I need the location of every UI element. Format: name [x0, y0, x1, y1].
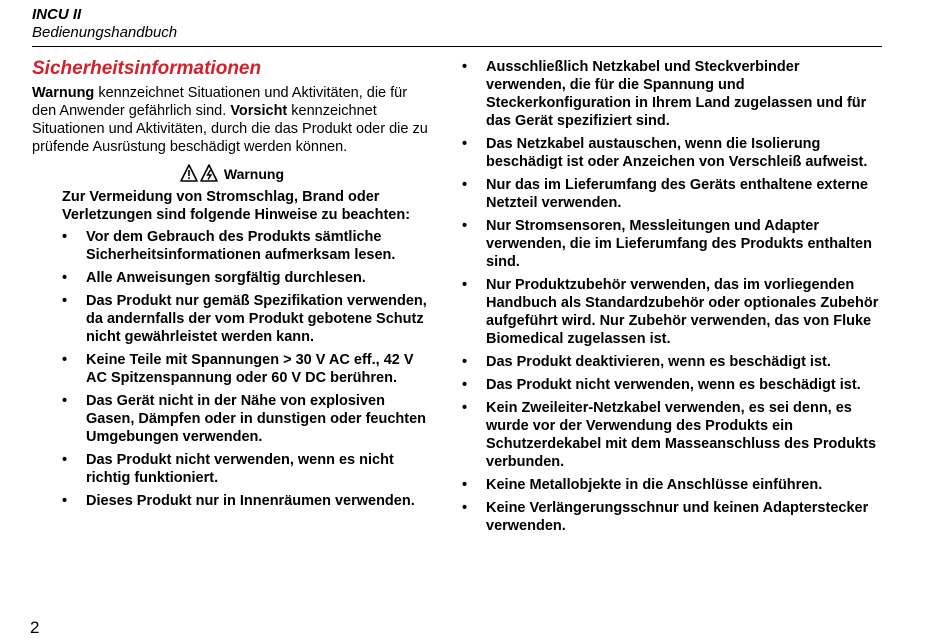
bullet-icon: • — [462, 277, 468, 293]
list-item — [62, 392, 432, 446]
list-item-text: Keine Teile mit Spannungen > 30 V AC eff., 42 V AC Spitzenspannung oder 60 V DC berühren. — [86, 352, 414, 386]
list-item-text: Das Produkt nicht verwenden, wenn es beschädigt ist. — [486, 377, 861, 393]
warning-list-right — [462, 58, 882, 535]
bullet-icon: • — [462, 177, 468, 193]
bullet-icon: • — [62, 293, 68, 309]
intro-text-1: kennzeichnet Situationen und Aktivitäten, die für den Anwender gefährlich sind. — [32, 85, 408, 119]
left-column — [32, 58, 432, 515]
list-item — [62, 351, 432, 387]
intro-warnung-term: Warnung — [32, 85, 95, 101]
list-item-text: Ausschließlich Netzkabel und Steckverbinder verwenden, die für die Spannung und Steckerkonfiguration in Ihrem Land zugelassen und für das Gerät spezifiziert sind. — [486, 59, 867, 129]
warning-label: Warnung — [223, 166, 285, 182]
list-item-text: Kein Zweileiter-Netzkabel verwenden, es sei denn, es wurde vor der Verwendung des Produkts ein Schutzerdekabel mit dem Masseanschluss des Produkts verbunden. — [486, 400, 877, 470]
bullet-icon: • — [462, 377, 468, 393]
bullet-icon: • — [462, 477, 468, 493]
list-item-text: Keine Metallobjekte in die Anschlüsse einführen. — [486, 477, 823, 493]
list-item-text: Dieses Produkt nur in Innenräumen verwenden. — [86, 493, 415, 509]
manual-title: Bedienungshandbuch — [32, 24, 178, 41]
list-item-text: Alle Anweisungen sorgfältig durchlesen. — [86, 270, 366, 286]
list-item-text: Das Gerät nicht in der Nähe von explosiven Gasen, Dämpfen oder in dunstigen oder feuchten Umgebungen verwenden. — [86, 393, 426, 445]
list-item-text: Vor dem Gebrauch des Produkts sämtliche Sicherheitsinformationen aufmerksam lesen. — [86, 229, 396, 263]
header-rule — [32, 46, 882, 47]
bullet-icon: • — [462, 400, 468, 416]
page-number: 2 — [30, 618, 40, 637]
intro-vorsicht-term: Vorsicht — [230, 103, 288, 119]
list-item-text: Nur das im Lieferumfang des Geräts enthaltene externe Netzteil verwenden. — [486, 177, 868, 211]
list-item — [462, 217, 882, 271]
bullet-icon: • — [462, 500, 468, 516]
section-title: Sicherheitsinformationen — [32, 58, 262, 79]
warning-lead: Zur Vermeidung von Stromschlag, Brand oder Verletzungen sind folgende Hinweise zu beachten: — [62, 189, 411, 223]
warning-triangle-icon — [181, 165, 197, 181]
list-item — [462, 276, 882, 348]
list-item-text: Nur Produktzubehör verwenden, das im vorliegenden Handbuch als Standardzubehör oder optionales Zubehör aufgeführt wird. Nur Zubehör verwenden, das von Fluke Biomedical zugelassen ist. — [486, 277, 879, 347]
bullet-icon: • — [62, 393, 68, 409]
list-item — [62, 451, 432, 487]
list-item — [462, 176, 882, 212]
warning-heading — [32, 164, 432, 182]
bullet-icon: • — [62, 270, 68, 286]
list-item-text: Keine Verlängerungsschnur und keinen Adapterstecker verwenden. — [486, 500, 869, 534]
bullet-icon: • — [62, 352, 68, 368]
list-item — [462, 499, 882, 535]
list-item — [62, 292, 432, 346]
list-item — [62, 269, 432, 287]
list-item — [462, 58, 882, 130]
bullet-icon: • — [462, 136, 468, 152]
bullet-icon: • — [62, 229, 68, 245]
right-column — [462, 58, 882, 540]
bullet-icon: • — [62, 452, 68, 468]
list-item-text: Nur Stromsensoren, Messleitungen und Adapter verwenden, die im Lieferumfang des Produkts enthalten sind. — [486, 218, 872, 270]
list-item — [62, 492, 432, 510]
bullet-icon: • — [462, 354, 468, 370]
intro-paragraph — [32, 84, 432, 156]
list-item — [462, 399, 882, 471]
list-item — [462, 476, 882, 494]
warning-list-left — [62, 228, 432, 510]
list-item — [462, 376, 882, 394]
intro-text-2: kennzeichnet Situationen und Aktivitäten, durch die das Produkt oder die zu prüfende Ausrüstung beschädigt werden können. — [32, 103, 428, 155]
warning-body — [32, 188, 432, 510]
product-name: INCU II — [32, 6, 82, 23]
list-item-text: Das Produkt nur gemäß Spezifikation verwenden, da andernfalls der vom Produkt gebotene Schutz nicht gewährleistet werden kann. — [86, 293, 427, 345]
bullet-icon: • — [62, 493, 68, 509]
bullet-icon: • — [462, 59, 468, 75]
electrical-hazard-triangle-icon — [201, 165, 217, 181]
bullet-icon: • — [462, 218, 468, 234]
list-item-text: Das Netzkabel austauschen, wenn die Isolierung beschädigt ist oder Anzeichen von Verschleiß aufweist. — [486, 136, 868, 170]
list-item — [462, 135, 882, 171]
list-item — [462, 353, 882, 371]
list-item — [62, 228, 432, 264]
warning-icons — [180, 164, 220, 182]
list-item-text: Das Produkt nicht verwenden, wenn es nicht richtig funktioniert. — [86, 452, 394, 486]
list-item-text: Das Produkt deaktivieren, wenn es beschädigt ist. — [486, 354, 831, 370]
page-header — [32, 6, 882, 42]
